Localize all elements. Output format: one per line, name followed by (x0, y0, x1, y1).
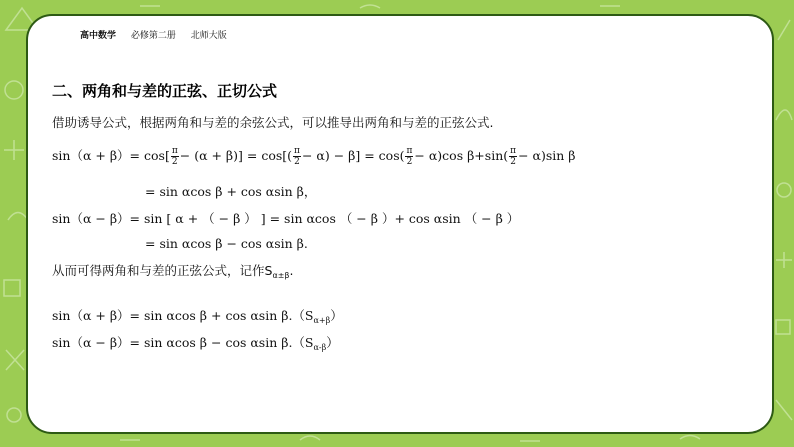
derivation-line-1 (52, 146, 576, 167)
conclusion-text (52, 261, 294, 280)
derivation-line-2: = sin αcos β + cos αsin β， (145, 184, 317, 199)
fraction-numerator: π (406, 146, 413, 156)
formula-diff-text: sin（α − β）= sin αcos β − cos αsin β.（S (52, 335, 314, 350)
formula-sum (52, 306, 343, 325)
derivation-text: − (α + β)] = cos[( (179, 148, 293, 163)
fraction-pi-over-2 (509, 146, 517, 167)
book-label: 必修第二册 (130, 31, 176, 41)
fraction-numerator: π (171, 146, 178, 156)
formula-close-paren: ） (330, 308, 343, 323)
derivation-text: − α)sin β (518, 148, 576, 163)
section-title: 二、两角和与差的正弦、正切公式 (52, 82, 278, 100)
formula-sum-text: sin（α + β）= sin αcos β + cos αsin β.（S (52, 308, 314, 323)
publisher-label: 北师大版 (190, 31, 227, 41)
course-header (80, 28, 239, 41)
conclusion-subscript: α±β (272, 271, 290, 280)
fraction-denominator: 2 (406, 157, 413, 167)
derivation-text: − α)cos β+sin( (414, 148, 509, 163)
derivation-text: − α) − β] = cos( (301, 148, 405, 163)
conclusion-end: . (289, 263, 294, 278)
intro-text: 借助诱导公式，根据两角和与差的余弦公式，可以推导出两角和与差的正弦公式. (52, 115, 494, 130)
fraction-numerator: π (294, 146, 300, 156)
conclusion-label: 从而可得两角和与差的正弦公式，记作S (52, 263, 273, 278)
subject-label: 高中数学 (80, 31, 117, 41)
fraction-pi-over-2 (171, 146, 179, 167)
formula-diff-subscript: α-β (313, 343, 327, 352)
formula-diff (52, 333, 339, 352)
fraction-denominator: 2 (171, 157, 178, 167)
formula-sum-subscript: α+β (313, 316, 331, 325)
derivation-line-3: sin（α − β）= sin [ α + （ − β ） ] = sin αcos （ − β ）+ cos αsin （ − β ） (52, 211, 520, 226)
fraction-denominator: 2 (510, 157, 516, 167)
fraction-pi-over-2 (405, 146, 413, 167)
formula-close-paren: ） (326, 335, 339, 350)
fraction-pi-over-2 (293, 146, 301, 167)
derivation-text: sin（α + β）= cos[ (52, 148, 170, 163)
fraction-numerator: π (510, 146, 517, 156)
fraction-denominator: 2 (294, 157, 300, 167)
derivation-line-4: = sin αcos β − cos αsin β. (145, 236, 308, 251)
